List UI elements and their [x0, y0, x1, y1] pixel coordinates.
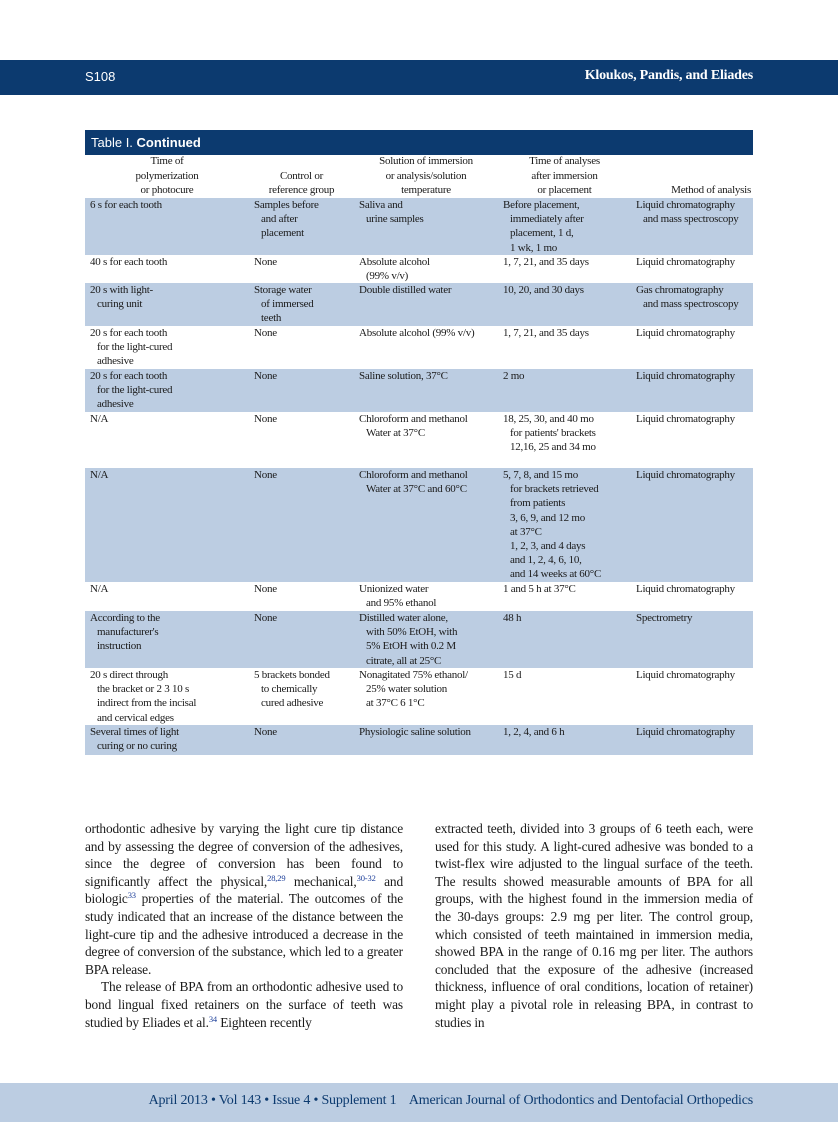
table-cell: Nonagitated 75% ethanol/ 25% water solution at 37°C 6 1°C [359, 669, 468, 710]
table-row [85, 412, 753, 468]
citation-ref[interactable]: 30-32 [356, 872, 376, 883]
column-header: Time of analyses after immersion or placement [529, 155, 600, 196]
table-cell: Absolute alcohol (99% v/v) [359, 256, 430, 283]
table-cell: 1 and 5 h at 37°C [503, 583, 576, 595]
table-row [85, 468, 753, 582]
table-cell: Liquid chromatography [636, 370, 735, 382]
body-column-left [85, 820, 403, 1031]
table-cell: 48 h [503, 612, 522, 624]
table-cell: According to the manufacturer's instruction [90, 612, 160, 653]
table-row [85, 725, 753, 755]
table-cell: 2 mo [503, 370, 525, 382]
table-cell: Chloroform and methanol Water at 37°C and 60°C [359, 469, 468, 496]
column-header: Control or reference group [268, 169, 335, 196]
table-row [85, 326, 753, 369]
body-column-right [435, 820, 753, 1031]
table-cell: None [254, 726, 277, 738]
table-cell: Liquid chromatography [636, 469, 735, 481]
table-cell: None [254, 256, 277, 268]
page-number: S108 [85, 69, 116, 84]
table-cell: None [254, 327, 277, 339]
table-cell: 10, 20, and 30 days [503, 284, 584, 296]
table-label: Table I. [91, 135, 133, 150]
paragraph [85, 820, 403, 978]
citation-ref[interactable]: 34 [208, 1013, 218, 1024]
table-cell: Liquid chromatography [636, 256, 735, 268]
table-cell: Liquid chromatography [636, 413, 735, 425]
table-cell: 1, 7, 21, and 35 days [503, 256, 589, 268]
journal-citation: April 2013 • Vol 143 • Issue 4 • Supplement 1 American Journal of Orthodontics and Dentofacial Orthopedics [148, 1093, 753, 1108]
table-cell: 20 s with light- curing unit [90, 284, 153, 311]
paragraph [85, 978, 403, 1031]
table-row [85, 668, 753, 725]
table-cell: 20 s direct through the bracket or 2 3 10 s indirect from the incisal and cervical edges [90, 669, 197, 724]
table-cell: 40 s for each tooth [90, 256, 168, 268]
table-cell: Double distilled water [359, 284, 452, 296]
table-cell: Absolute alcohol (99% v/v) [359, 327, 475, 339]
table-cell: None [254, 469, 277, 481]
table-cell: Saliva and urine samples [359, 199, 424, 226]
table-row [85, 582, 753, 611]
running-footer [0, 1083, 838, 1122]
table-cell: 1, 2, 4, and 6 h [503, 726, 565, 738]
table-row [85, 369, 753, 412]
table-cell: Liquid chromatography [636, 726, 735, 738]
table-cell: Distilled water alone, with 50% EtOH, with 5% EtOH with 0.2 M citrate, all at 25°C [359, 612, 458, 667]
table-1 [85, 130, 753, 755]
table-cell: Liquid chromatography [636, 327, 735, 339]
table-cell: N/A [90, 469, 109, 481]
text: properties of the material. The outcomes of the study indicated that an increase of the distance between the light-cure tip and the adhesive introduced a decrease in the degree of conversion of the substance, which led to a greater BPA release. [85, 891, 403, 977]
table-cell: Chloroform and methanol Water at 37°C [359, 413, 468, 440]
table-cell: Liquid chromatography [636, 669, 735, 681]
column-header: Solution of immersion or analysis/solution temperature [379, 155, 473, 196]
column-header: Time of polymerization or photocure [135, 155, 199, 196]
table-cell: 1, 7, 21, and 35 days [503, 327, 589, 339]
table-cell: None [254, 370, 277, 382]
table-cell: Saline solution, 37°C [359, 370, 448, 382]
paragraph: extracted teeth, divided into 3 groups of 6 teeth each, were used for this study. A light-cured adhesive was bonded to a twist-flex wire adjusted to the lingual surface of the teeth. The results showed measurable amounts of BPA for all groups, with the highest found in the immersion media of the 30-days groups: 2.9 mg per liter. The control group, which consisted of teeth maintained in immersion media, showed BPA in the range of 0.16 mg per liter. The authors concluded that the exposure of the adhesive (increased thickness, influence of oral conditions, location of retainer) might play a pivotal role in releasing BPA, in contrast to studies in [435, 821, 753, 1030]
table-cell: None [254, 612, 277, 624]
table-cell: Spectrometry [636, 612, 693, 624]
citation-ref[interactable]: 28,29 [267, 872, 286, 883]
table-cell: 20 s for each tooth for the light-cured adhesive [90, 327, 173, 368]
table-header-row [85, 155, 753, 198]
text: The release of BPA from an orthodontic adhesive used to bond lingual fixed retainers on the surface of teeth was studied by Eliades et al. [85, 979, 403, 1030]
table-cell: Before placement, immediately after placement, 1 d, 1 wk, 1 mo [503, 199, 584, 254]
table-cell: Several times of light curing or no curing [90, 726, 179, 753]
table-cell: 15 d [503, 669, 522, 681]
table-cell: 5 brackets bonded to chemically cured adhesive [254, 669, 330, 710]
table-cell: 5, 7, 8, and 15 mo for brackets retrieved from patients 3, 6, 9, and 12 mo at 37°C 1, 2, 3, and 4 days and 1, 2, 4, 6, 10, and 14 weeks at 60°C [503, 469, 602, 581]
text: orthodontic adhesive by varying the light cure tip distance and by assessing the degree of conversion of the adhesives, since the degree of conversion has been found to significantly affect the physical, [85, 821, 403, 889]
table-cell: Unionized water and 95% ethanol [359, 583, 437, 610]
column-header: Method of analysis [671, 183, 751, 196]
text: and biologic [85, 873, 403, 907]
table-cell: Liquid chromatography [636, 583, 735, 595]
table-row [85, 255, 753, 283]
table-cell: 18, 25, 30, and 40 mo for patients' brackets 12,16, 25 and 34 mo [503, 413, 596, 454]
table-cell: None [254, 413, 277, 425]
table-cell: None [254, 583, 277, 595]
table-row [85, 611, 753, 668]
table-title-suffix: Continued [136, 135, 201, 150]
table-row [85, 198, 753, 255]
table-cell: Physiologic saline solution [359, 726, 471, 738]
table-cell: Liquid chromatography and mass spectroscopy [636, 199, 739, 226]
table-cell: N/A [90, 583, 109, 595]
table-title [85, 130, 753, 155]
table-cell: N/A [90, 413, 109, 425]
table-cell: Gas chromatography and mass spectroscopy [636, 284, 739, 311]
text: Eighteen recently [217, 1014, 312, 1030]
running-head-authors: Kloukos, Pandis, and Eliades [584, 68, 753, 83]
citation-ref[interactable]: 33 [127, 890, 136, 901]
running-header [0, 60, 838, 95]
table-body [85, 198, 753, 755]
table-cell: Samples before and after placement [254, 199, 319, 240]
table-cell: Storage water of immersed teeth [254, 284, 314, 325]
table-cell: 20 s for each tooth for the light-cured adhesive [90, 370, 173, 411]
text: mechanical, [285, 873, 357, 889]
table-cell: 6 s for each tooth [90, 199, 162, 211]
table-row [85, 283, 753, 326]
